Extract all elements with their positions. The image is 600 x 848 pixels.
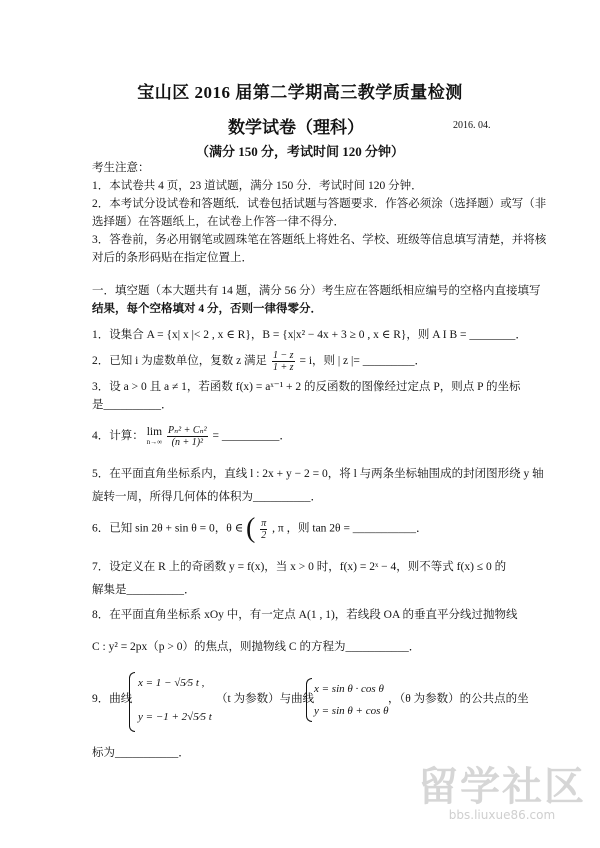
- question-7-line-2: 解集是__________．: [92, 584, 196, 596]
- exam-title: 宝山区 2016 届第二学期高三教学质量检测: [137, 83, 463, 102]
- question-9-line-2: 标为___________．: [92, 747, 190, 759]
- section-1-instructions: [92, 282, 541, 300]
- question-6-suffix: , π ，则 tan 2θ = ___________．: [272, 522, 428, 535]
- question-2-prefix: 2．已知 i 为虚数单位，复数 z 满足: [92, 355, 268, 368]
- site-watermark: [418, 755, 586, 822]
- question-8-line-1: 8．在平面直角坐标系 xOy 中，有一定点 A(1 , 1)，若线段 OA 的垂直平分线过抛物线: [92, 609, 518, 621]
- question-6-numerator: π: [261, 517, 267, 529]
- question-2-numerator: 1 − z: [272, 350, 294, 361]
- question-2-suffix: = i，则 | z |= _________．: [299, 355, 426, 368]
- section-1-line-2: 结果，每个空格填对 4 分，否则一律得零分．: [92, 303, 322, 315]
- score-time-note: （满分 150 分，考试时间 120 分钟）: [195, 144, 404, 159]
- notice-item-2a: 2．本考试分设试卷和答题纸．试卷包括试题与答题要求．作答必须涂（选择题）或写（非: [92, 198, 547, 210]
- question-7-line-1: 7．设定义在 R 上的奇函数 y = f(x)，当 x > 0 时，f(x) = 2ˣ − 4，则不等式 f(x) ≤ 0 的: [92, 561, 507, 573]
- watermark-logo-text: 留学社区: [418, 764, 586, 810]
- section-1-line-1: 一．填空题（本大题共有 14 题，满分 56 分）考生应在答题纸相应编号的空格内直接填写: [92, 285, 541, 297]
- notice-item-3a: 3．答卷前，务必用钢笔或圆珠笔在答题纸上将姓名、学校、班级等信息填写清楚，并将核: [92, 234, 547, 246]
- notice-item-1: 1．本试卷共 4 页，23 道试题，满分 150 分．考试时间 120 分钟．: [92, 180, 423, 192]
- exam-subtitle: 数学试卷（理科）: [228, 118, 364, 137]
- question-9-suffix: ，（θ 为参数）的公共点的坐: [388, 693, 529, 705]
- notice-item-3b: 对后的条形码贴在指定位置上．: [92, 252, 253, 264]
- question-2: [92, 350, 426, 373]
- question-9-curve-2-x: x = sin θ · cos θ: [314, 683, 384, 695]
- question-3-line-2: 是__________．: [92, 399, 173, 411]
- question-4-denominator: (n + 1)²: [171, 437, 204, 448]
- question-1: 1．设集合 A = {x| x |< 2 , x ∈ R}，B = {x|x² − 4x + 3 ≥ 0 , x ∈ R}，则 A I B = ________．: [92, 329, 527, 341]
- notice-item-2b: 选择题）在答题纸上，在试卷上作答一律不得分．: [92, 216, 345, 228]
- question-9-curve-2-y: y = sin θ + cos θ: [314, 705, 389, 717]
- question-5-line-1: 5．在平面直角坐标系内，直线 l : 2x + y − 2 = 0，将 l 与两条坐标轴围成的封闭图形绕 y 轴: [92, 468, 544, 480]
- question-4-lim-word: lim: [146, 425, 163, 438]
- watermark-url: bbs.liuxue86.com: [448, 808, 556, 822]
- question-9-middle: （t 为参数）与曲线: [216, 693, 315, 705]
- question-6-fraction: [260, 518, 267, 541]
- exam-date: 2016. 04.: [453, 120, 491, 131]
- open-paren-glyph: (: [245, 513, 256, 544]
- question-6-denominator: 2: [261, 529, 267, 541]
- question-5-line-2: 旋转一周，所得几何体的体积为__________．: [92, 491, 322, 503]
- question-4-prefix: 4．计算：: [92, 430, 144, 443]
- question-9-prefix: 9．曲线: [92, 693, 133, 705]
- left-brace-glyph: [306, 678, 312, 722]
- question-4-lim-subscript: n→∞: [146, 437, 163, 446]
- question-2-denominator: 1 + z: [272, 362, 294, 373]
- question-2-fraction: [272, 350, 295, 373]
- question-9-curve-1-x: x = 1 − √5⁄5 t ,: [138, 677, 205, 689]
- question-8-line-2: C : y² = 2px（p > 0）的焦点，则抛物线 C 的方程为___________．: [92, 641, 421, 653]
- question-4-suffix: = __________．: [212, 430, 291, 443]
- question-4: [92, 425, 291, 448]
- question-9-curve-1-y: y = −1 + 2√5⁄5 t: [138, 711, 212, 723]
- question-4-limit: [147, 427, 163, 447]
- question-6-prefix: 6．已知 sin 2θ + sin θ = 0，θ ∈: [92, 522, 244, 535]
- question-4-numerator: Pₙ² + Cₙ²: [168, 425, 207, 436]
- question-3-line-1: 3．设 a > 0 且 a ≠ 1，若函数 f(x) = aˣ⁻¹ + 2 的反函数的图像经过定点 P，则点 P 的坐标: [92, 381, 521, 393]
- question-4-fraction: [167, 425, 208, 448]
- left-brace-glyph: [129, 672, 135, 732]
- notice-heading: 考生注意：: [92, 162, 150, 174]
- question-6: [92, 515, 428, 543]
